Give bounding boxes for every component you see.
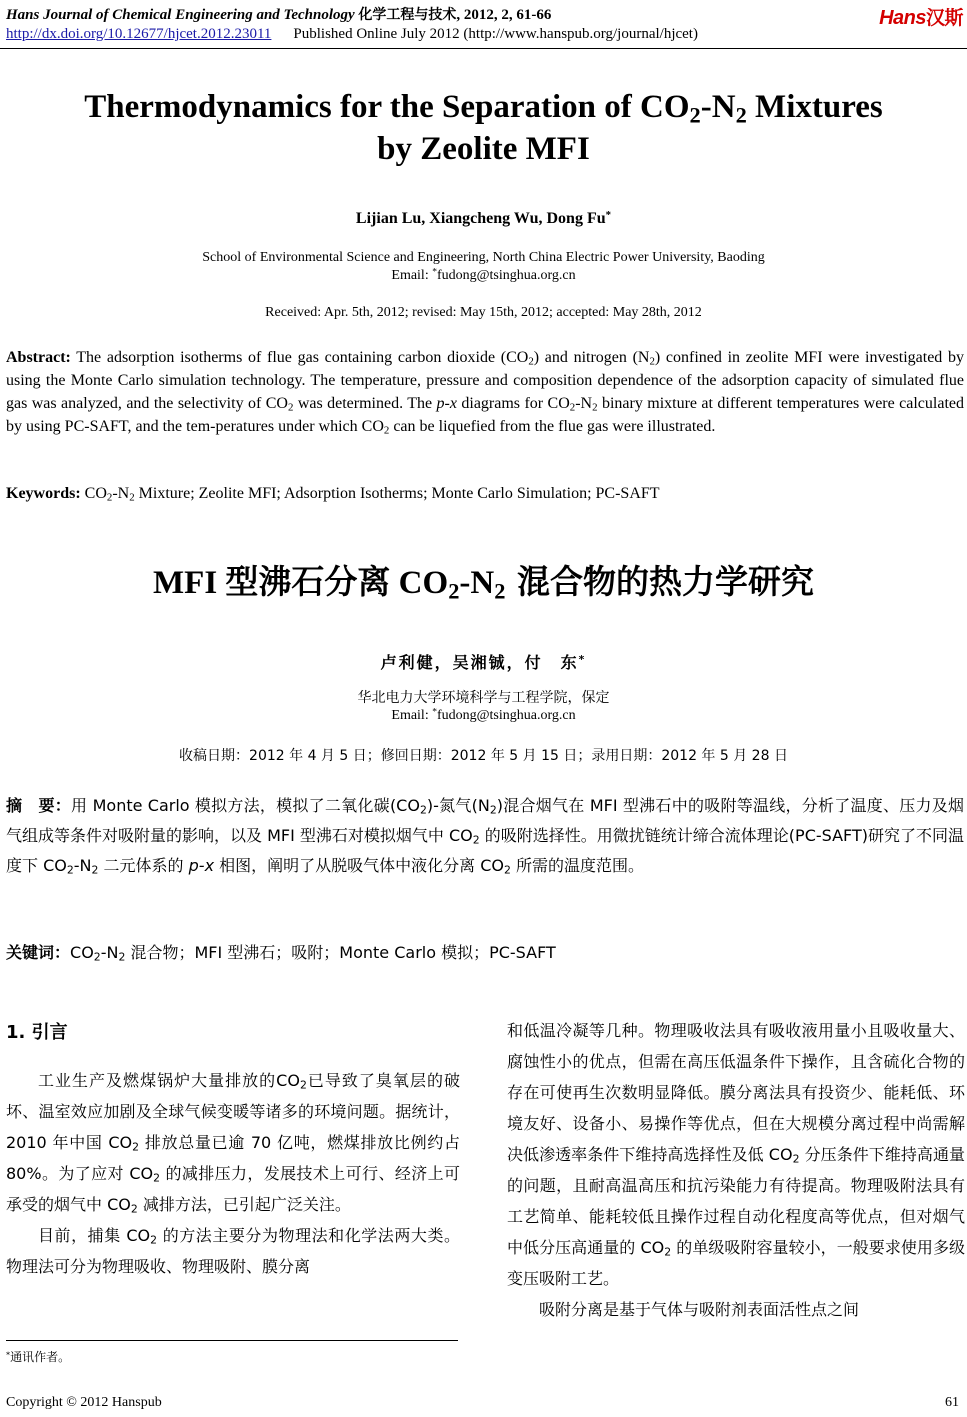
affiliation-cn: 华北电力大学环境科学与工程学院，保定 Email: *fudong@tsinghua.org.cn — [0, 689, 967, 725]
received-dates: Received: Apr. 5th, 2012; revised: May 15th, 2012; accepted: May 28th, 2012 — [265, 305, 702, 320]
copyright-footer: Copyright © 2012 Hanspub — [6, 1395, 162, 1410]
affiliation: School of Environmental Science and Engineering, North China Electric Power University, Baoding Email: *fudong@tsinghua.org.cn — [0, 249, 967, 285]
hans-logo — [879, 3, 963, 30]
logo-text-cn: 汉斯 — [925, 7, 963, 29]
section-heading-introduction: 1. 引言 — [6, 1022, 68, 1043]
abstract-en: Abstract: The adsorption isotherms of flue gas containing carbon dioxide $(CO_2)$ and nitrogen $(N_2)$ confined in zeolite MFI were investigated by using the Monte Carlo simulation technology. The temperature, pressure and composition dependence of the adsorption capacity of simulated flue gas was analyzed, and the selectivity of $CO_2$ was determined. The p-x diagrams for $CO_2-N_2$ binary mixture at different temperatures were calculated by using PC-SAFT, and the tem-peratures under which $CO_2$ can be liquefied from the flue gas were illustrated. — [6, 349, 965, 437]
paragraph: 吸附分离是基于气体与吸附剂表面活性点之间 — [539, 1300, 860, 1319]
header-divider — [0, 48, 967, 49]
author-list-cn: 卢利健，吴湘铖，付 东* — [380, 653, 587, 672]
published-online: Published Online July 2012 (http://www.hanspub.org/journal/hjcet) — [293, 26, 698, 42]
body-column-left — [6, 1065, 460, 1282]
keywords-cn: 关键词：$CO_2-N_2$ 混合物；MFI 型沸石；吸附；Monte Carlo 模拟；PC-SAFT — [6, 943, 556, 964]
paragraph: 工业生产及燃煤锅炉大量排放的$CO_2$已导致了臭氧层的破坏、温室效应加剧及全球气候变暖等诸多的环境问题。据统计，2010 年中国 $CO_2$ 排放总量已逾 70 亿吨，燃煤排放比例约占 80%。为了应对 $CO_2$ 的减排压力，发展技术上可行、经济上可承受的烟气中 $CO_2$ 减排方法，已引起广泛关注。 — [6, 1071, 460, 1216]
footnote-divider — [6, 1340, 458, 1341]
doi-link[interactable]: http://dx.doi.org/10.12677/hjcet.2012.23011 — [6, 26, 272, 42]
title-line-1: Thermodynamics for the Separation of $CO_2-N_2$ Mixtures — [84, 89, 883, 128]
logo-text-en: Hans — [879, 7, 926, 29]
paper-title-cn: MFI 型沸石分离 $CO_2-N_2$ 混合物的热力学研究 — [153, 562, 814, 604]
email-line-cn: Email: *fudong@tsinghua.org.cn — [391, 707, 576, 723]
journal-header — [6, 4, 551, 24]
journal-volume: , 2012, 2, 61-66 — [456, 7, 552, 23]
paragraph: 和低温冷凝等几种。物理吸收法具有吸收液用量小且吸收量大、腐蚀性小的优点，但需在高压低温条件下操作，且含硫化合物的存在可使再生次数明显降低。膜分离法具有投资少、能耗低、环境友好、设备小、易操作等优点，但在大规模分离过程中尚需解决低渗透率条件下维持高选择性及低 $CO_2$ 分压条件下维持高通量的问题，且耐高温高压和抗污染能力有待提高。物理吸附法具有工艺简单、能耗较低且操作过程自动化程度高等优点，但对烟气中低分压高通量的 $CO_2$ 的单级吸附容量较小，一般要求使用多级变压吸附工艺。 — [507, 1021, 965, 1288]
title-line-2: by Zeolite MFI — [377, 131, 590, 167]
journal-name-cn: 化学工程与技术 — [358, 7, 457, 23]
page-number: 61 — [945, 1395, 959, 1410]
paper-title — [0, 86, 967, 170]
body-column-right — [507, 1015, 965, 1325]
keywords-en: Keywords: $CO_2-N_2$ Mixture; Zeolite MFI; Adsorption Isotherms; Monte Carlo Simulation; PC-SAFT — [6, 485, 660, 504]
email-line: Email: *fudong@tsinghua.org.cn — [391, 267, 576, 283]
abstract-cn: 摘 要：用 Monte Carlo 模拟方法，模拟了二氧化碳$(CO_2)-$氮气$(N_2)$混合烟气在 MFI 型沸石中的吸附等温线，分析了温度、压力及烟气组成等条件对吸附量的影响，以及 MFI 型沸石对模拟烟气中 $CO_2$ 的吸附选择性。用微扰链统计缔合流体理论(PC-SAFT)研究了不同温度下 $CO_2-N_2$ 二元体系的 p-x 相图，阐明了从脱吸气体中液化分离 $CO_2$ 所需的温度范围。 — [6, 796, 964, 877]
footnote: *通讯作者。 — [6, 1349, 71, 1364]
author-list: Lijian Lu, Xiangcheng Wu, Dong Fu* — [355, 209, 612, 227]
received-dates-cn: 收稿日期：2012 年 4 月 5 日；修回日期：2012 年 5 月 15 日；录用日期：2012 年 5 月 28 日 — [179, 748, 788, 764]
doi-line — [6, 26, 698, 43]
paragraph: 目前，捕集 $CO_2$ 的方法主要分为物理法和化学法两大类。物理法可分为物理吸收、物理吸附、膜分离 — [6, 1226, 460, 1276]
journal-name-en: Hans Journal of Chemical Engineering and Technology — [6, 7, 355, 23]
